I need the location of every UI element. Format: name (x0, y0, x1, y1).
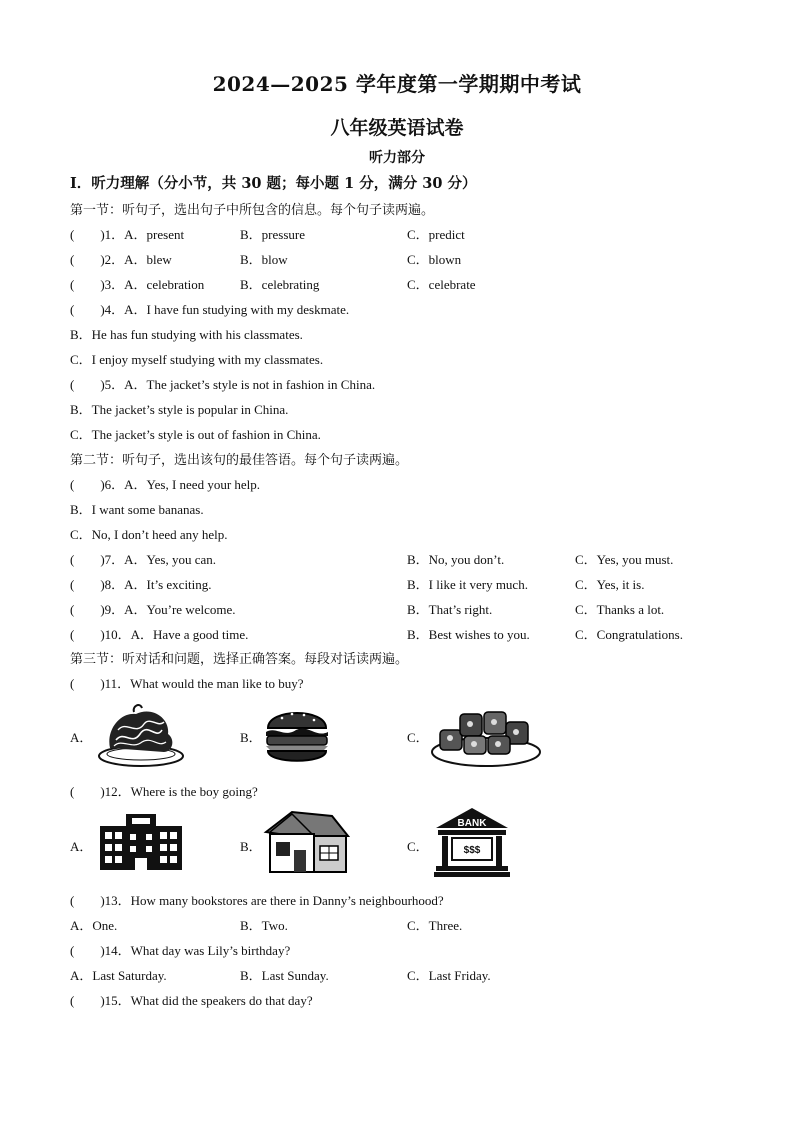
q3-option-c: C．celebrate (407, 277, 476, 292)
q7-option-b: B．No, you don’t. (407, 552, 505, 567)
q7-stem: ( )7．A．Yes, you can. (70, 552, 217, 567)
q1-option-c: C．predict (407, 227, 465, 242)
q4-option-c: C．I enjoy myself studying with my classmates. (70, 352, 324, 367)
hamburger-image (262, 700, 332, 768)
q9-stem: ( )9．A．You’re welcome. (70, 602, 236, 617)
part-label: 听力部分 (369, 150, 425, 166)
q3-option-b: B．celebrating (240, 277, 320, 292)
q5-option-c: C．The jacket’s style is out of fashion in China. (70, 427, 321, 442)
q9-option-b: B．That’s right. (407, 602, 493, 617)
q11-option-a-label: A． (70, 730, 93, 745)
exam-title: 2024—2025 学年度第一学期期中考试 (212, 72, 582, 96)
q9-option-c: C．Thanks a lot. (575, 602, 665, 617)
q10-option-b: B．Best wishes to you. (407, 627, 530, 642)
q14-option-a: A．Last Saturday. (70, 968, 167, 983)
q11-option-c-label: C． (407, 730, 429, 745)
q2-option-c: C．blown (407, 252, 462, 267)
section-heading: Ⅰ．听力理解（分小节，共 30 题；每小题 1 分，满分 30 分） (70, 175, 477, 192)
snacks-plate-image (430, 700, 542, 768)
q7-option-c: C．Yes, you must. (575, 552, 674, 567)
q2-stem: ( )2．A．blew (70, 252, 172, 267)
q8-option-c: C．Yes, it is. (575, 577, 645, 592)
q5-option-b: B．The jacket’s style is popular in China. (70, 402, 289, 417)
q4-option-b: B．He has fun studying with his classmates. (70, 327, 303, 342)
q11-stem: ( )11．What would the man like to buy? (70, 676, 304, 691)
q14-option-b: B．Last Sunday. (240, 968, 329, 983)
sub-section-1: 第一节：听句子，选出句子中所包含的信息。每个句子读两遍。 (70, 203, 435, 218)
q4-stem: ( )4．A．I have fun studying with my deskmate. (70, 302, 350, 317)
sub-section-3: 第三节：听对话和问题，选择正确答案。每段对话读两遍。 (70, 652, 409, 667)
bank-building-image (432, 806, 512, 878)
bank-money-text: $$$ (463, 845, 481, 856)
school-building-image (98, 810, 184, 872)
q8-option-b: B．I like it very much. (407, 577, 528, 592)
q13-option-a: A．One. (70, 918, 118, 933)
sub-section-2: 第二节：听句子，选出该句的最佳答语。每个句子读两遍。 (70, 453, 409, 468)
q5-stem: ( )5．A．The jacket’s style is not in fashion in China. (70, 377, 376, 392)
q10-option-c: C．Congratulations. (575, 627, 683, 642)
q12-stem: ( )12．Where is the boy going? (70, 784, 258, 799)
bank-sign-text: BANK (457, 818, 487, 829)
q6-stem: ( )6．A．Yes, I need your help. (70, 477, 261, 492)
q6-option-c: C．No, I don’t heed any help. (70, 527, 228, 542)
q11-option-b-label: B． (240, 730, 262, 745)
q12-option-b-label: B． (240, 839, 262, 854)
noodles-image (96, 700, 186, 768)
q8-stem: ( )8．A．It’s exciting. (70, 577, 212, 592)
q2-option-b: B．blow (240, 252, 288, 267)
q13-stem: ( )13．How many bookstores are there in Danny’s neighbourhood? (70, 893, 444, 908)
q13-option-c: C．Three. (407, 918, 463, 933)
exam-subtitle: 八年级英语试卷 (330, 117, 464, 139)
q1-stem: ( )1．A．present (70, 227, 185, 242)
q14-stem: ( )14．What day was Lily’s birthday? (70, 943, 291, 958)
q10-stem: ( )10．A．Have a good time. (70, 627, 249, 642)
house-image (262, 806, 352, 876)
q13-option-b: B．Two. (240, 918, 288, 933)
q12-option-c-label: C． (407, 839, 429, 854)
q12-option-a-label: A． (70, 839, 93, 854)
q3-stem: ( )3．A．celebration (70, 277, 205, 292)
q14-option-c: C．Last Friday. (407, 968, 491, 983)
q15-stem: ( )15．What did the speakers do that day? (70, 993, 313, 1008)
q6-option-b: B．I want some bananas. (70, 502, 204, 517)
q1-option-b: B．pressure (240, 227, 305, 242)
